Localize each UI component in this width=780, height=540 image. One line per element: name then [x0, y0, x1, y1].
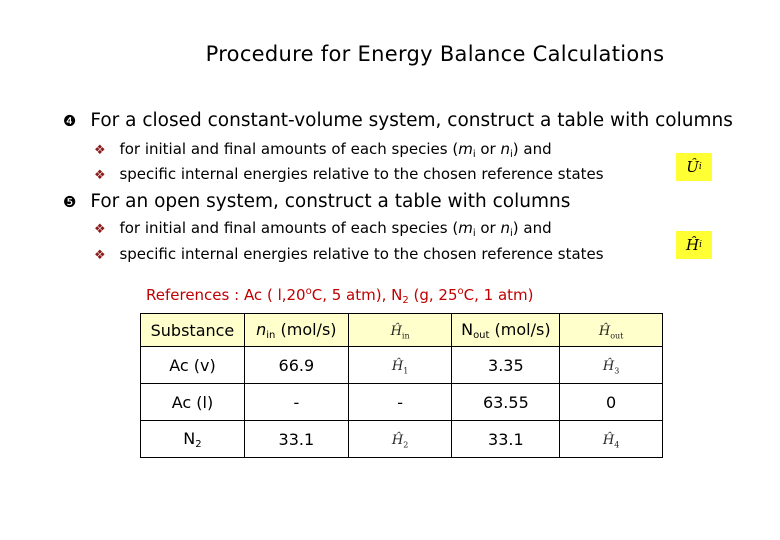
header-n-out: $N_{out}$ (mol/s)	[452, 314, 560, 347]
numbered-bullet-4: ❹	[63, 112, 77, 130]
h-hat-symbol-box: Ĥ i	[676, 231, 712, 259]
cell-n-out: 63.55	[452, 384, 560, 421]
header-n-in: $n_{in}$ (mol/s)	[244, 314, 348, 347]
table-row	[141, 347, 663, 384]
table-row	[141, 421, 663, 458]
cell-n-out: 3.35	[452, 347, 560, 384]
cell-h-in: $Ĥ_1$	[348, 347, 452, 384]
table-row	[141, 384, 663, 421]
cell-h-out: 0	[560, 384, 663, 421]
header-h-in: $Ĥ_{in}$	[348, 314, 452, 347]
header-substance: Substance	[141, 314, 245, 347]
diamond-bullet-icon: ❖	[94, 168, 106, 183]
cell-n-in: 66.9	[244, 347, 348, 384]
u-hat-symbol-box: Û i	[676, 153, 712, 181]
cell-substance: Ac (l)	[141, 384, 245, 421]
cell-h-out: $Ĥ_3$	[560, 347, 663, 384]
item-5-sub-1: ❖ for initial and final amounts of each species ($m_i$ or $n_i$) and	[94, 219, 552, 239]
diamond-bullet-icon: ❖	[94, 248, 106, 263]
header-h-out: $Ĥ_{out}$	[560, 314, 663, 347]
inlet-outlet-enthalpy-table	[140, 313, 663, 458]
cell-n-out: 33.1	[452, 421, 560, 458]
cell-substance: Ac (v)	[141, 347, 245, 384]
cell-h-in: $Ĥ_2$	[348, 421, 452, 458]
diamond-bullet-icon: ❖	[94, 222, 106, 237]
item-4-text: For a closed constant-volume system, construct a table with columns	[90, 110, 733, 131]
item-5	[63, 191, 570, 212]
page-title: Procedure for Energy Balance Calculations	[205, 42, 665, 66]
cell-h-out: $Ĥ_4$	[560, 421, 663, 458]
diamond-bullet-icon: ❖	[94, 143, 106, 158]
numbered-bullet-5: ❺	[63, 193, 77, 211]
references-line: References : Ac ( l,20$^o$C, 5 atm), $N_2$ (g, 25$^o$C, 1 atm)	[146, 286, 534, 306]
cell-h-in: -	[348, 384, 452, 421]
item-4-sub-1: ❖ for initial and final amounts of each species ($m_i$ or $n_i$) and	[94, 140, 552, 160]
item-5-sub-2: ❖ specific internal energies relative to the chosen reference states	[94, 245, 604, 263]
cell-substance: $N_2$	[141, 421, 245, 458]
item-4	[63, 110, 733, 131]
item-5-text: For an open system, construct a table with columns	[90, 191, 571, 212]
table-header-row	[141, 314, 663, 347]
item-4-sub-2: ❖ specific internal energies relative to the chosen reference states	[94, 165, 604, 183]
cell-n-in: 33.1	[244, 421, 348, 458]
cell-n-in: -	[244, 384, 348, 421]
